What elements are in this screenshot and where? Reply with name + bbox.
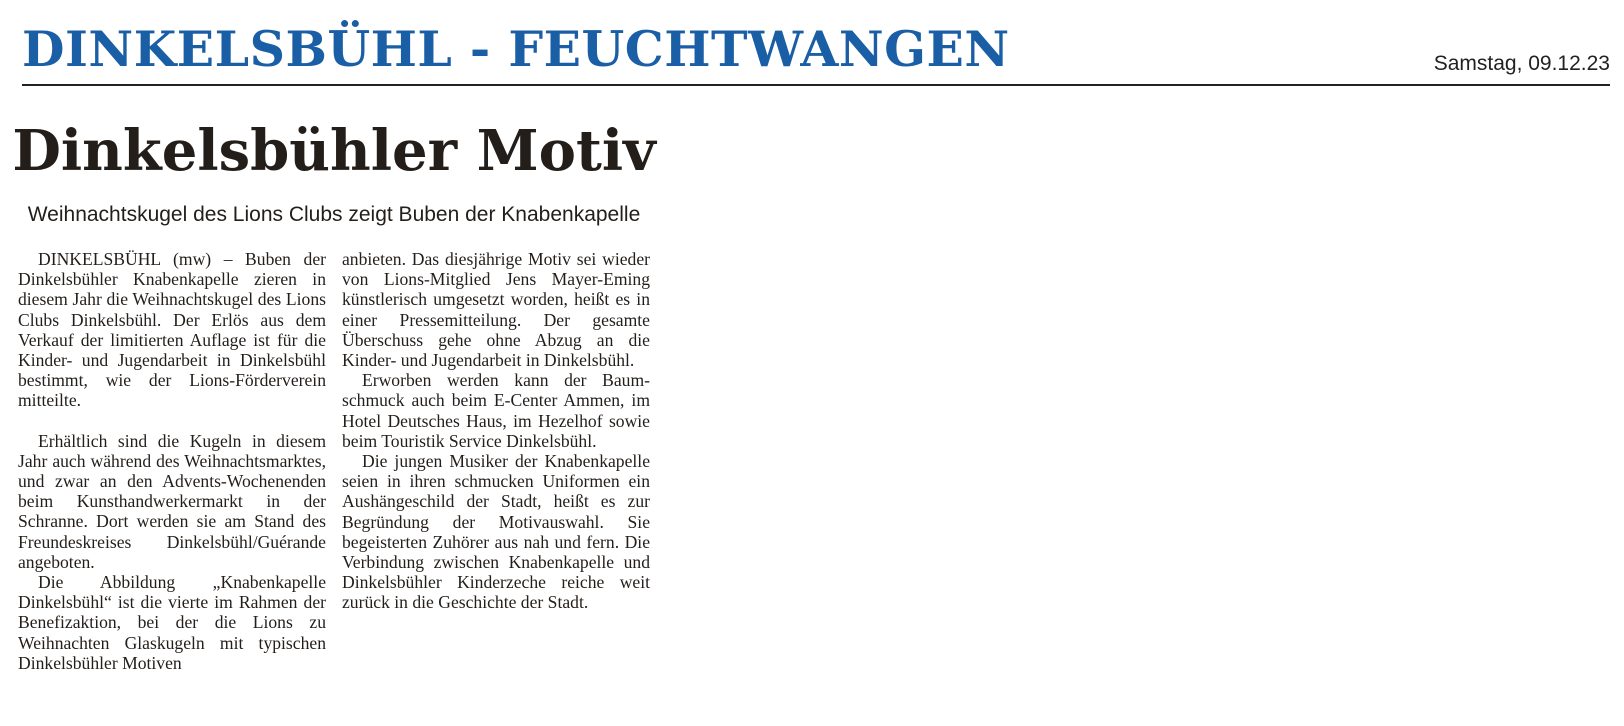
- article-paragraph: anbieten. Das diesjährige Motiv sei wieder von Lions-Mitglied Jens Mayer-Eming künstlerisch umgesetzt worden, heißt es in einer Pressemitteilung. Der gesamte Überschuss gehe ohne Abzug an die Kinder- und Jugendarbeit in Dinkelsbühl.: [342, 249, 650, 371]
- article-paragraph: Erhältlich sind die Kugeln in diesem Jahr auch während des Weihnachtsmarktes, und zwar an den Advents-Wochenenden beim Kunsthandwerkermarkt in der Schranne. Dort werden sie am Stand des Freundeskreises Dinkelsbühl/Guérande angeboten.: [18, 430, 326, 572]
- article-paragraph: Die Abbildung „Knabenkapelle Dinkelsbühl“ ist die vierte im Rahmen der Benefizaktion, bei der die Lions zu Weihnachten Glaskugeln mit typischen Dinkelsbühler Motiven: [18, 572, 326, 673]
- article-subheadline: Weihnachtskugel des Lions Clubs zeigt Buben der Knabenkapelle: [27, 203, 641, 226]
- article-paragraph: Erworben werden kann der Baumschmuck auch beim E-Center Ammen, im Hotel Deutsches Haus, im Hezelhof sowie beim Touristik Service Dinkelsbühl.: [342, 370, 650, 451]
- article-column-left: [18, 249, 326, 673]
- article-paragraph: Die jungen Musiker der Knabenkapelle seien in ihren schmucken Uniformen ein Aushängeschild der Stadt, heißt es zur Begründung der Motivauswahl. Sie begeisterten Zuhörer aus nah und fern. Die Verbindung zwischen Knabenkapelle und Dinkelsbühler Kinderzeche reiche weit zurück in die Geschichte der Stadt.: [342, 451, 650, 613]
- article-paragraph: DINKELSBÜHL (mw) – Buben der Dinkelsbühler Knabenkapelle zieren in diesem Jahr die Weihnachtskugel des Lions Clubs Dinkelsbühl. Der Erlös aus dem Verkauf der limitierten Auflage ist für die Kinder- und Jugendarbeit in Dinkelsbühl bestimmt, wie der Lions-Förderverein mitteilte.: [18, 249, 326, 411]
- section-header: [22, 18, 1610, 86]
- section-title: DINKELSBÜHL - FEUCHTWANGEN: [22, 20, 1010, 78]
- edition-date: Samstag, 09.12.23: [1433, 52, 1610, 75]
- article-column-right: [342, 249, 650, 613]
- article-headline: Dinkelsbühler Motiv: [12, 118, 656, 184]
